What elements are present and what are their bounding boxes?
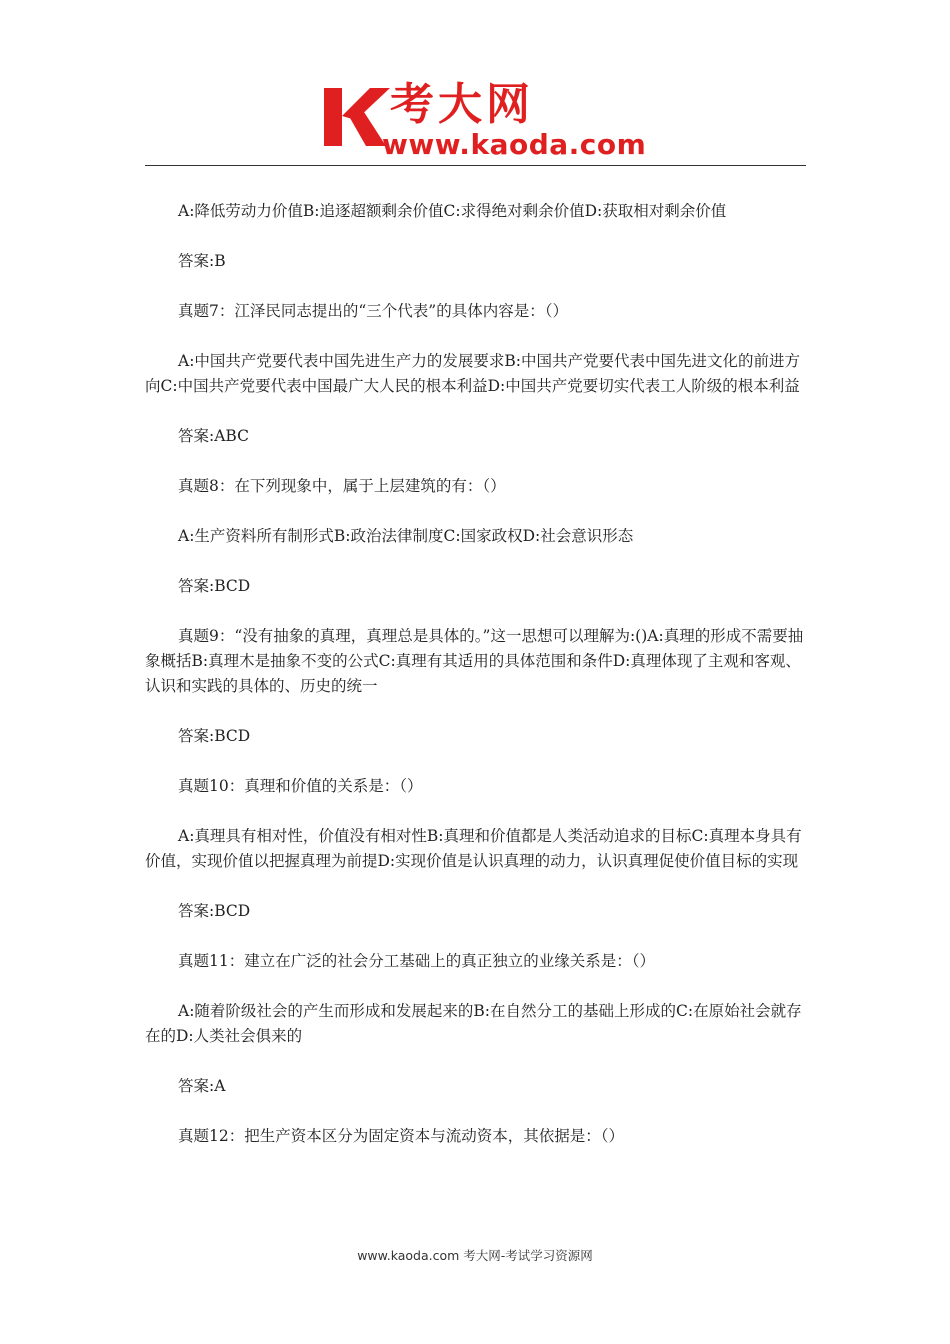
logo-url: www.kaoda.com (382, 128, 647, 161)
answer-text: 答案:ABC (178, 427, 249, 445)
question-text: 真题7：江泽民同志提出的“三个代表”的具体内容是：（） (178, 302, 568, 320)
page-header (145, 78, 806, 166)
option-text: A:随着阶级社会的产生而形成和发展起来的B:在自然分工的基础上形成的C:在原始社会就存在的D:人类社会俱来的 (145, 1002, 802, 1045)
option-text: A:生产资料所有制形式B:政治法律制度C:国家政权D:社会意识形态 (178, 527, 634, 545)
answer-text: 答案:A (178, 1077, 226, 1095)
answer-text: 答案:BCD (178, 902, 251, 920)
kaoda-logo[interactable] (320, 79, 647, 162)
option-text: A:真理具有相对性，价值没有相对性B:真理和价值都是人类活动追求的目标C:真理本身具有价值，实现价值以把握真理为前提D:实现价值是认识真理的动力，认识真理促使价值目标的实现 (145, 827, 802, 870)
answer-text: 答案:BCD (178, 727, 251, 745)
page-footer: www.kaoda.com 考大网-考试学习资源网 (357, 1248, 593, 1263)
logo-chinese-name: 考大网 (390, 79, 534, 130)
option-text: A:中国共产党要代表中国先进生产力的发展要求B:中国共产党要代表中国先进文化的前进方向C:中国共产党要代表中国最广大人民的根本利益D:中国共产党要切实代表工人阶级的根本利益 (145, 352, 801, 395)
question-text: 真题9：“没有抽象的真理，真理总是具体的。”这一思想可以理解为:()A:真理的形成不需要抽象概括B:真理木是抽象不变的公式C:真理有其适用的具体范围和条件D:真理体现了主观和客观、认识和实践的具体的、历史的统一 (145, 627, 804, 695)
question-text: 真题10：真理和价值的关系是：（） (178, 777, 423, 795)
question-text: 真题8：在下列现象中，属于上层建筑的有：（） (178, 477, 506, 495)
answer-text: 答案:BCD (178, 577, 251, 595)
header-divider (145, 165, 806, 166)
document-body (145, 199, 806, 1174)
question-text: 真题11：建立在广泛的社会分工基础上的真正独立的业缘关系是：（） (178, 952, 655, 970)
option-text: A:降低劳动力价值B:追逐超额剩余价值C:求得绝对剩余价值D:获取相对剩余价值 (178, 202, 727, 220)
question-text: 真题12：把生产资本区分为固定资本与流动资本，其依据是：（） (178, 1127, 624, 1145)
answer-text: 答案:B (178, 252, 226, 270)
